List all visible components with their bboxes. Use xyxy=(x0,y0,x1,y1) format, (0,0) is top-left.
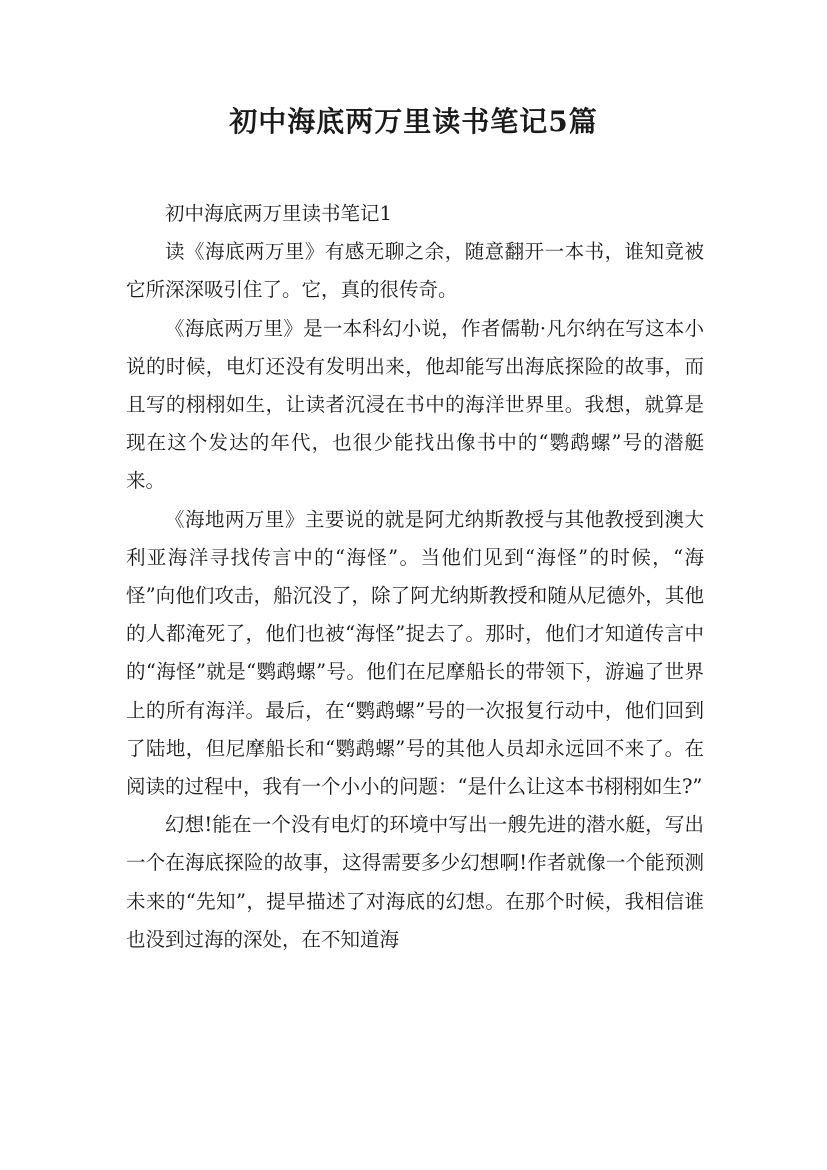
paragraph: 《海底两万里》是一本科幻小说，作者儒勒·凡尔纳在写这本小说的时候，电灯还没有发明出来，他却能写出海底探险的故事，而且写的栩栩如生，让读者沉浸在书中的海洋世界里。我想，就算是现在这个发达的年代，也很少能找出像书中的“鹦鹉螺”号的潜艇来。 xyxy=(126,316,704,493)
paragraph: 《海地两万里》主要说的就是阿尤纳斯教授与其他教授到澳大利亚海洋寻找传言中的“海怪”。当他们见到“海怪”的时候，“海怪”向他们攻击，船沉没了，除了阿尤纳斯教授和随从尼德外，其他的人都淹死了，他们也被“海怪”捉去了。那时，他们才知道传言中的“海怪”就是“鹦鹉螺”号。他们在尼摩船长的带领下，游遍了世界上的所有海洋。最后，在“鹦鹉螺”号的一次报复行动中，他们回到了陆地，但尼摩船长和“鹦鹉螺”号的其他人员却永远回不来了。在阅读的过程中，我有一个小小的问题：“是什么让这本书栩栩如生?” xyxy=(126,507,704,799)
paragraph-heading: 初中海底两万里读书笔记1 xyxy=(165,202,392,225)
document-body xyxy=(126,195,704,959)
document-title: 初中海底两万里读书笔记5篇 xyxy=(229,105,598,138)
paragraph: 读《海底两万里》有感无聊之余，随意翻开一本书，谁知竟被它所深深吸引住了。它，真的很传奇。 xyxy=(126,240,704,302)
paragraph: 幻想!能在一个没有电灯的环境中写出一艘先进的潜水艇，写出一个在海底探险的故事，这得需要多少幻想啊!作者就像一个能预测未来的“先知”，提早描述了对海底的幻想。在那个时候，我相信谁也没到过海的深处，在不知道海 xyxy=(126,813,704,951)
